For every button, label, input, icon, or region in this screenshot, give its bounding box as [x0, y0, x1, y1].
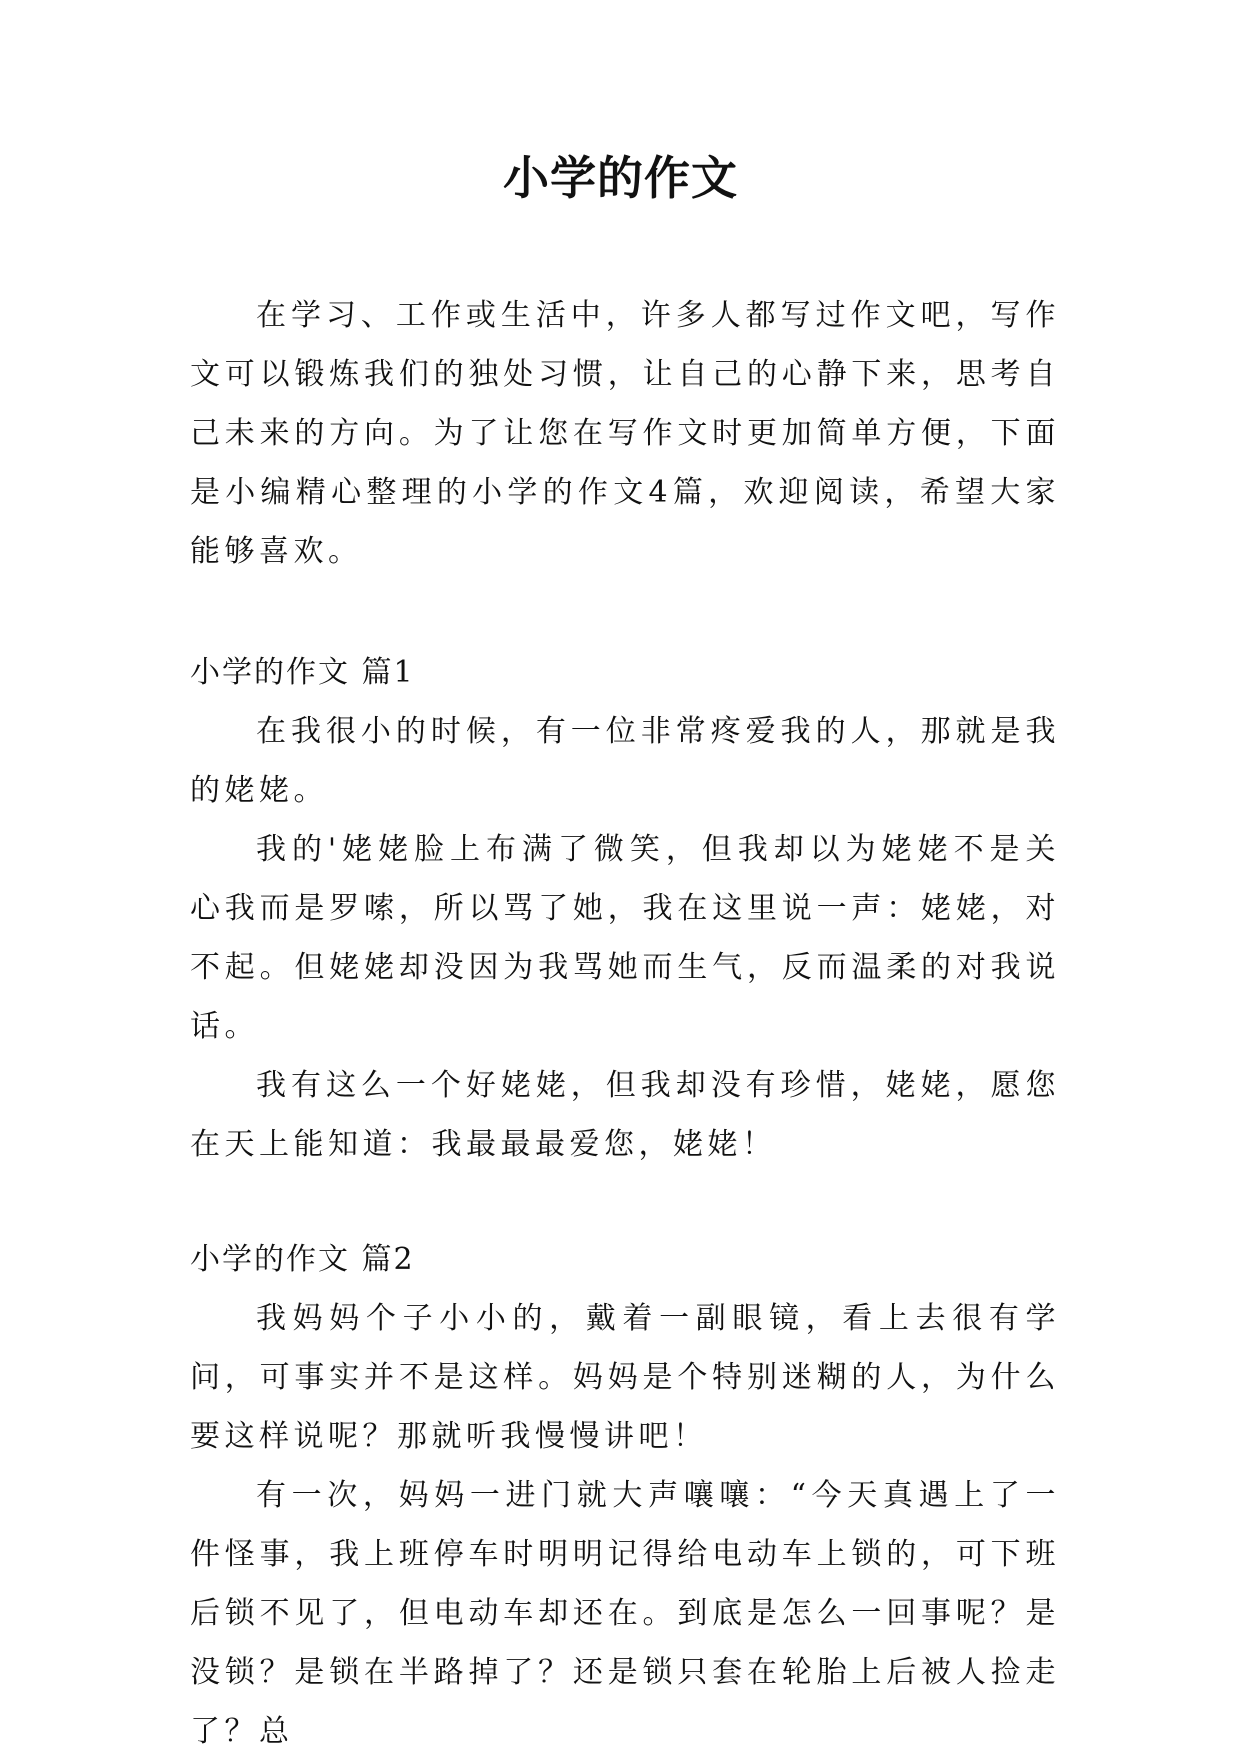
- section-heading: 小学的作文 篇2: [190, 1242, 415, 1277]
- section-1: [190, 643, 1060, 1174]
- section-paragraph: 我有这么一个好姥姥，但我却没有珍惜，姥姥，愿您在天上能知道：我最最最爱您，姥姥！: [190, 1068, 1060, 1162]
- section-paragraph: 我妈妈个子小小的，戴着一副眼镜，看上去很有学问，可事实并不是这样。妈妈是个特别迷糊的人，为什么要这样说呢？那就听我慢慢讲吧！: [190, 1301, 1060, 1454]
- section-paragraph: 在我很小的时候，有一位非常疼爱我的人，那就是我的姥姥。: [190, 714, 1060, 808]
- section-heading: 小学的作文 篇1: [190, 655, 415, 690]
- document-title: 小学的作文: [503, 151, 738, 205]
- section-paragraph: 我的'姥姥脸上布满了微笑，但我却以为姥姥不是关心我而是罗嗦，所以骂了她，我在这里说一声：姥姥，对不起。但姥姥却没因为我骂她而生气，反而温柔的对我说话。: [190, 832, 1060, 1044]
- intro-paragraph: 在学习、工作或生活中，许多人都写过作文吧，写作文可以锻炼我们的独处习惯，让自己的心静下来，思考自己未来的方向。为了让您在写作文时更加简单方便，下面是小编精心整理的小学的作文4篇，欢迎阅读，希望大家能够喜欢。: [190, 298, 1060, 569]
- document-body: [190, 286, 1060, 1761]
- section-paragraph: 有一次，妈妈一进门就大声嚷嚷：“今天真遇上了一件怪事，我上班停车时明明记得给电动车上锁的，可下班后锁不见了，但电动车却还在。到底是怎么一回事呢？是没锁？是锁在半路掉了？还是锁只套在轮胎上后被人捡走了？总: [190, 1478, 1060, 1749]
- section-2: [190, 1230, 1060, 1761]
